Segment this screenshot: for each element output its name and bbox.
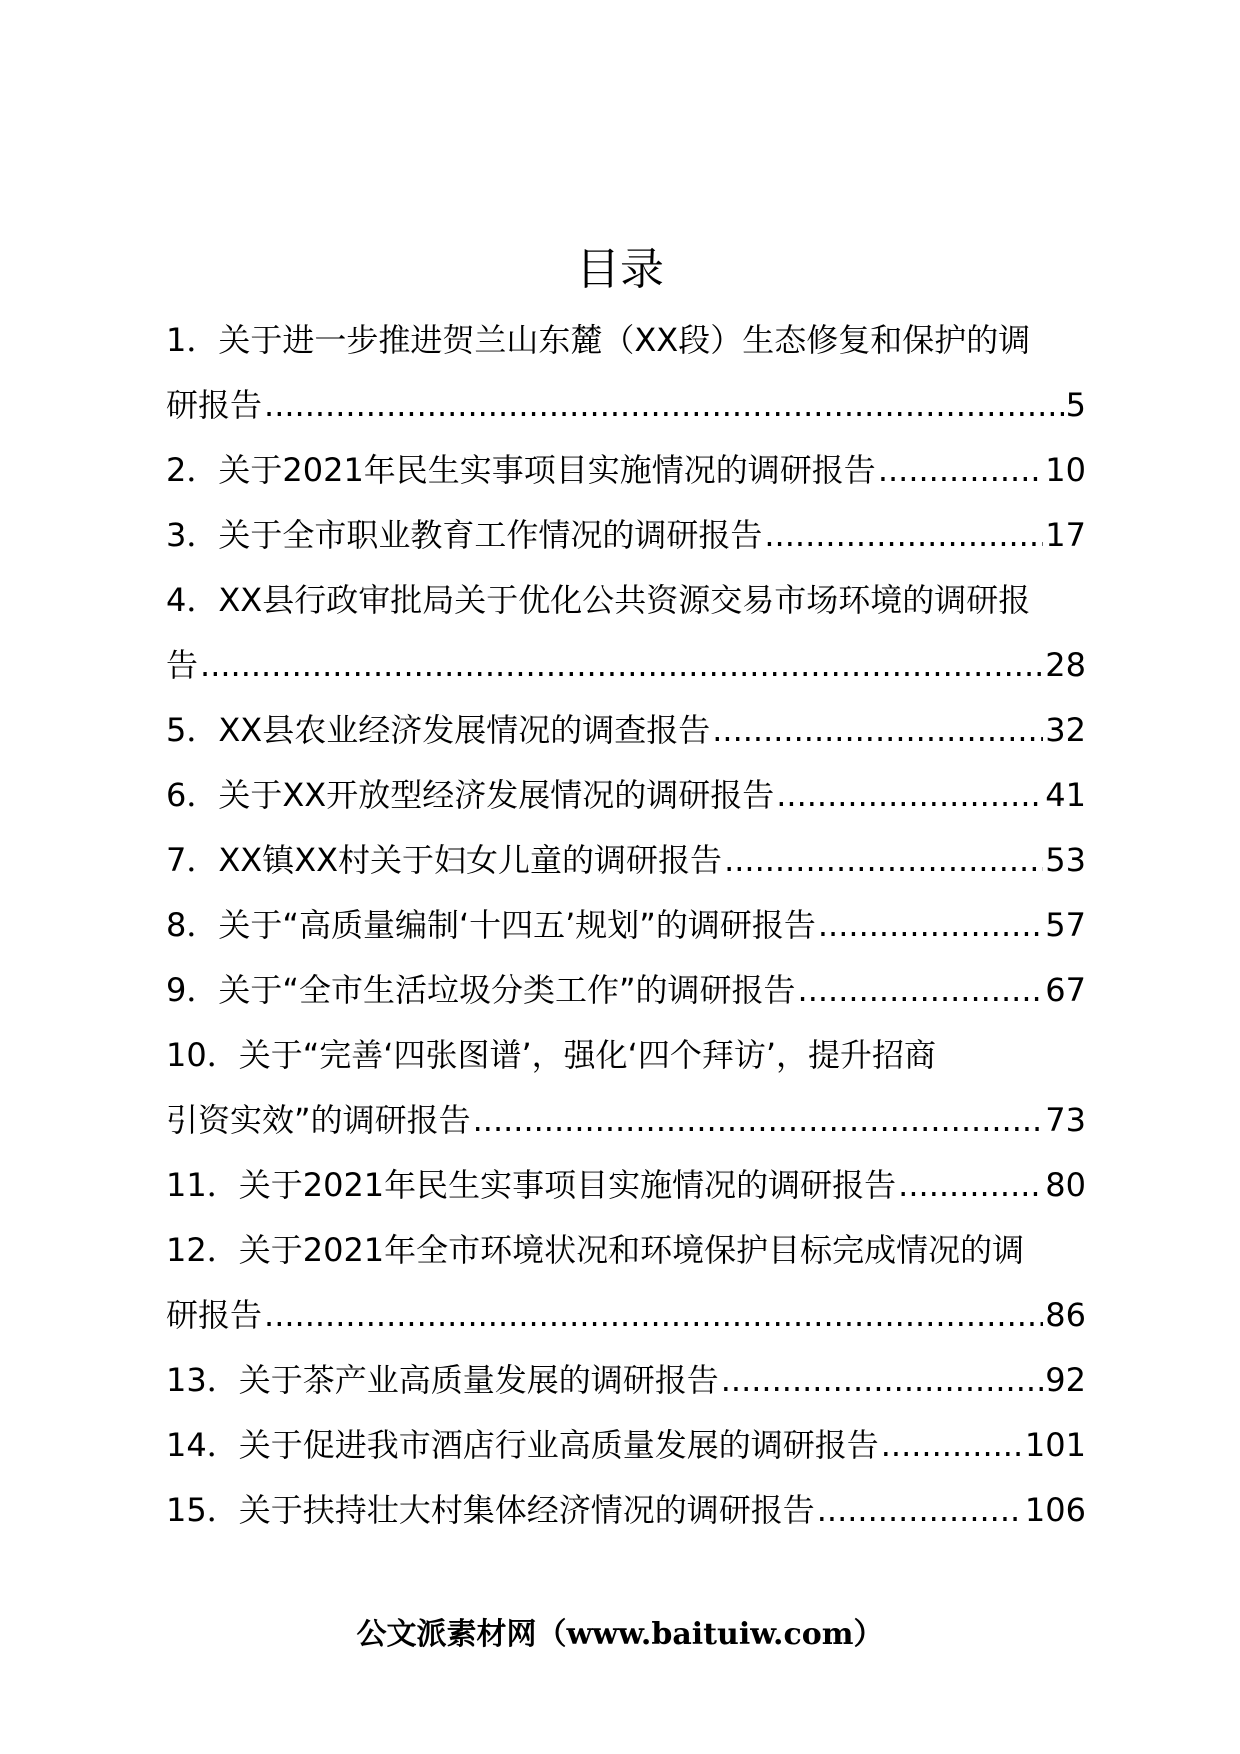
toc-page-number: 80 [1045,1166,1086,1204]
toc-entry[interactable] [166,828,1086,893]
dot-leader [798,958,1044,1023]
toc-page-number: 92 [1045,1361,1086,1399]
toc-entry-line [166,1283,1086,1348]
dot-leader [712,698,1043,763]
toc-entry-line [166,698,1086,763]
toc-entry-title-line: 12．关于2021年全市环境状况和环境保护目标完成情况的调 [166,1231,1025,1269]
toc-entry-title: 11．关于2021年民生实事项目实施情况的调研报告 [166,1166,897,1204]
dot-leader [878,438,1043,503]
toc-page-number: 86 [1045,1296,1086,1334]
toc-entry-title: 研报告 [166,1296,263,1334]
toc-entry-title: 5．XX县农业经济发展情况的调查报告 [166,711,711,749]
table-of-contents [166,308,1086,1543]
toc-entry[interactable] [166,1023,1086,1153]
toc-entry-title: 3．关于全市职业教育工作情况的调研报告 [166,516,763,554]
dot-leader [264,373,1064,438]
toc-page-number: 53 [1045,841,1086,879]
toc-entry-title: 2．关于2021年民生实事项目实施情况的调研报告 [166,451,876,489]
toc-entry[interactable] [166,568,1086,698]
toc-page-number: 57 [1045,906,1086,944]
toc-entry-line [166,828,1086,893]
dot-leader [898,1153,1043,1218]
dot-leader [724,828,1043,893]
toc-entry-line [166,763,1086,828]
toc-entry[interactable] [166,1153,1086,1218]
toc-page-number: 32 [1045,711,1086,749]
toc-entry[interactable] [166,438,1086,503]
dot-leader [264,1283,1043,1348]
toc-entry-title-line: 4．XX县行政审批局关于优化公共资源交易市场环境的调研报 [166,581,1031,619]
toc-entry-line [166,1348,1086,1413]
toc-entry-line [166,503,1086,568]
dot-leader [881,1413,1023,1478]
toc-page-number: 101 [1024,1426,1086,1464]
toc-entry[interactable] [166,698,1086,763]
footer-watermark: 公文派素材网（www.baituiw.com） [356,1617,884,1652]
dot-leader [817,1478,1023,1543]
toc-entry-title: 14．关于促进我市酒店行业高质量发展的调研报告 [166,1426,879,1464]
toc-entry[interactable] [166,1218,1086,1348]
toc-entry-title: 7．XX镇XX村关于妇女儿童的调研报告 [166,841,723,879]
toc-entry[interactable] [166,1413,1086,1478]
toc-entry-line [166,893,1086,958]
toc-page-number: 28 [1045,646,1086,684]
dot-leader [818,893,1043,958]
toc-entry-line [166,373,1086,438]
dot-leader [721,1348,1044,1413]
page-title: 目录 [576,244,664,295]
toc-entry-title: 9．关于“全市生活垃圾分类工作”的调研报告 [166,971,796,1009]
toc-page-number: 10 [1045,451,1086,489]
toc-entry-title-line: 10．关于“完善‘四张图谱’，强化‘四个拜访’，提升招商 [166,1036,936,1074]
toc-entry-title: 告 [166,646,199,684]
toc-entry-line [166,1478,1086,1543]
toc-entry[interactable] [166,503,1086,568]
toc-entry-line [166,1413,1086,1478]
toc-page-number: 17 [1045,516,1086,554]
dot-leader [764,503,1043,568]
toc-entry-line [166,1088,1086,1153]
toc-entry-line [166,958,1086,1023]
toc-entry-title: 引资实效”的调研报告 [166,1101,471,1139]
toc-page-number: 41 [1045,776,1086,814]
toc-entry[interactable] [166,763,1086,828]
toc-entry-line [166,438,1086,503]
toc-page-number: 67 [1045,971,1086,1009]
toc-entry[interactable] [166,308,1086,438]
toc-entry-title: 8．关于“高质量编制‘十四五’规划”的调研报告 [166,906,816,944]
dot-leader [473,1088,1044,1153]
toc-entry-title: 6．关于XX开放型经济发展情况的调研报告 [166,776,775,814]
toc-entry-title: 15．关于扶持壮大村集体经济情况的调研报告 [166,1491,815,1529]
toc-entry[interactable] [166,893,1086,958]
toc-entry[interactable] [166,958,1086,1023]
toc-entry[interactable] [166,1348,1086,1413]
toc-page-number: 106 [1024,1491,1086,1529]
toc-page-number: 5 [1065,386,1086,424]
toc-page-number: 73 [1045,1101,1086,1139]
toc-entry[interactable] [166,1478,1086,1543]
toc-entry-title-line: 1．关于进一步推进贺兰山东麓（XX段）生态修复和保护的调 [166,321,1031,359]
toc-entry-title: 13．关于茶产业高质量发展的调研报告 [166,1361,719,1399]
dot-leader [200,633,1043,698]
toc-entry-line [166,633,1086,698]
dot-leader [776,763,1043,828]
toc-entry-title: 研报告 [166,386,263,424]
toc-entry-line [166,1153,1086,1218]
